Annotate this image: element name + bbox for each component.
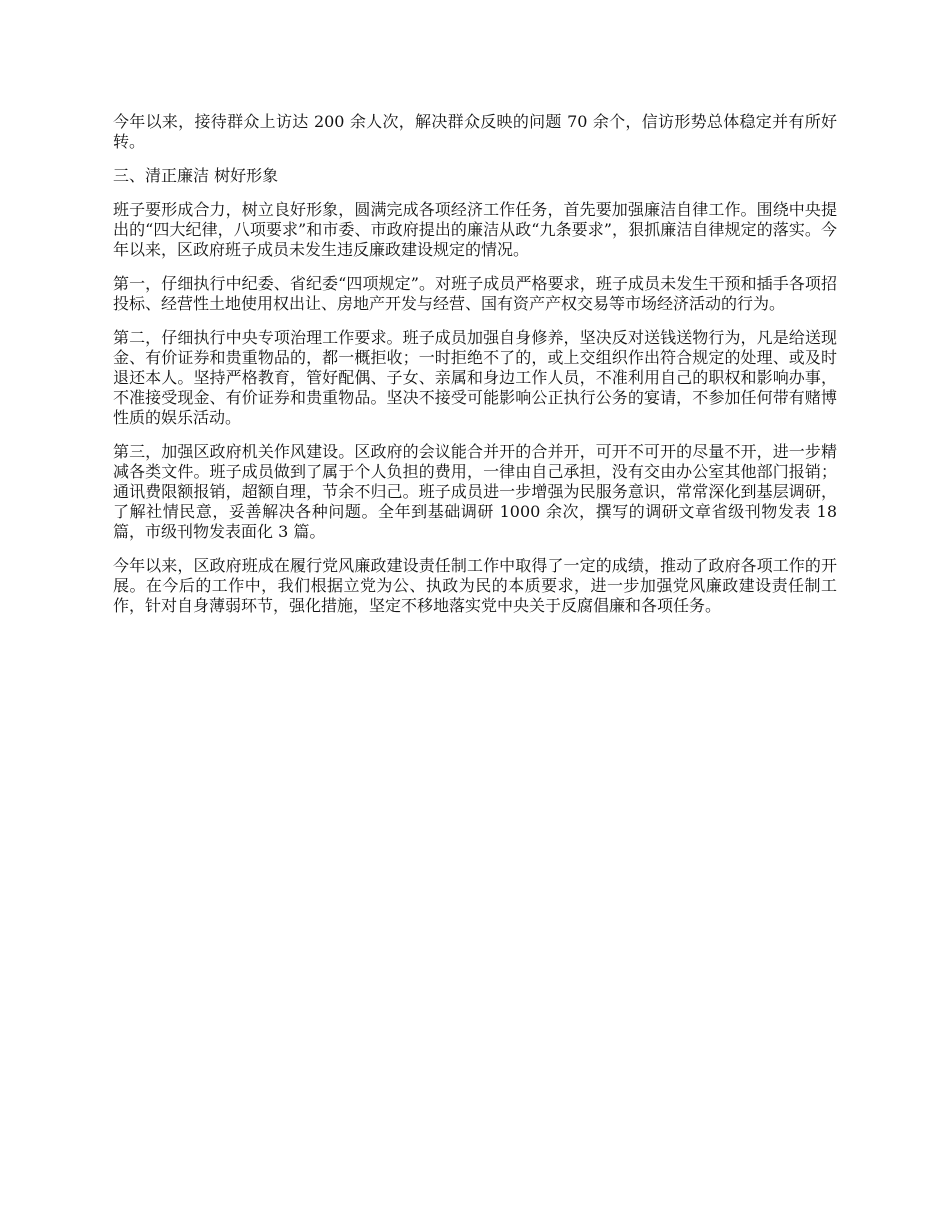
paragraph-first-point: 第一，仔细执行中纪委、省纪委“四项规定”。对班子成员严格要求，班子成员未发生干预和插手各项招投标、经营性土地使用权出让、房地产开发与经营、国有资产产权交易等市场经济活动的行为。 [113, 274, 837, 313]
document-body [113, 112, 837, 616]
section-heading-integrity: 三、清正廉洁 树好形象 [113, 166, 279, 185]
paragraph-second-point: 第二，仔细执行中央专项治理工作要求。班子成员加强自身修养，坚决反对送钱送物行为，凡是给送现金、有价证券和贵重物品的，都一概拒收；一时拒绝不了的，或上交组织作出符合规定的处理、或及时退还本人。坚持严格教育，管好配偶、子女、亲属和身边工作人员，不准利用自己的职权和影响办事，不准接受现金、有价证券和贵重物品。坚决不接受可能影响公正执行公务的宴请，不参加任何带有赌博性质的娱乐活动。 [113, 328, 837, 427]
paragraph-conclusion: 今年以来，区政府班成在履行党风廉政建设责任制工作中取得了一定的成绩，推动了政府各项工作的开展。在今后的工作中，我们根据立党为公、执政为民的本质要求，进一步加强党风廉政建设责任制工作，针对自身薄弱环节，强化措施，坚定不移地落实党中央关于反腐倡廉和各项任务。 [113, 556, 837, 615]
paragraph-integrity-intro: 班子要形成合力，树立良好形象，圆满完成各项经济工作任务，首先要加强廉洁自律工作。围绕中央提出的“四大纪律，八项要求”和市委、市政府提出的廉洁从政“九条要求”，狠抓廉洁自律规定的落实。今年以来，区政府班子成员未发生违反廉政建设规定的情况。 [113, 200, 837, 259]
paragraph-third-point: 第三，加强区政府机关作风建设。区政府的会议能合并开的合并开，可开不可开的尽量不开，进一步精减各类文件。班子成员做到了属于个人负担的费用，一律由自己承担，没有交由办公室其他部门报销；通讯费限额报销，超额自理，节余不归己。班子成员进一步增强为民服务意识，常常深化到基层调研，了解社情民意，妥善解决各种问题。全年到基础调研 1000 余次，撰写的调研文章省级刊物发表 18 篇，市级刊物发表面化 3 篇。 [113, 442, 837, 541]
paragraph-petition-summary: 今年以来，接待群众上访达 200 余人次，解决群众反映的问题 70 余个，信访形势总体稳定并有所好转。 [113, 112, 837, 151]
